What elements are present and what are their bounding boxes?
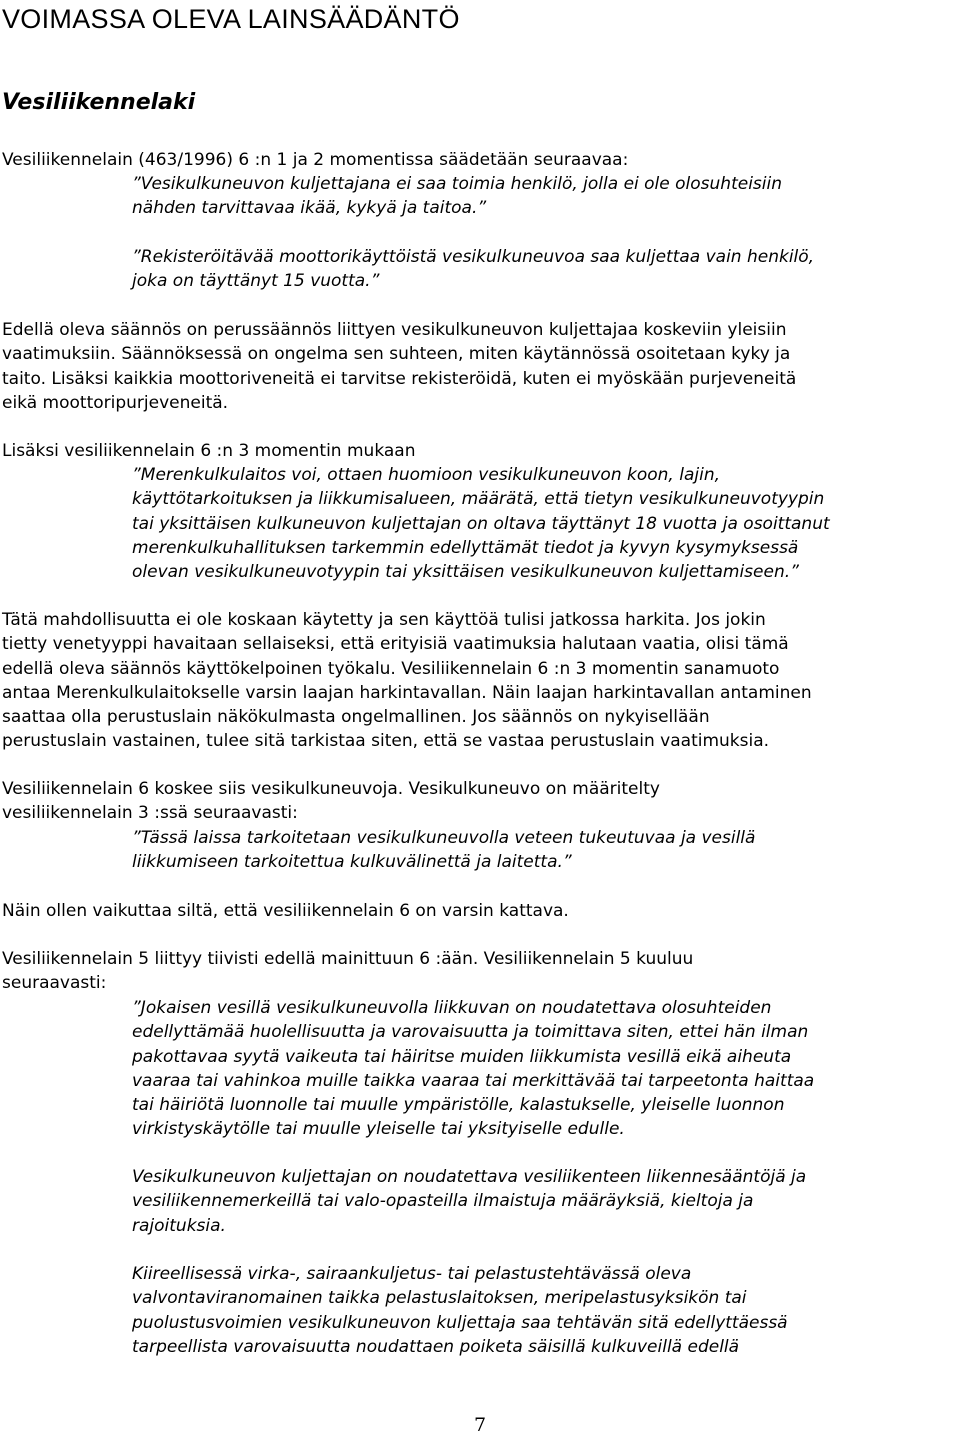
law-quote-vessel-definition bbox=[132, 826, 957, 875]
text-line: eikä moottoripurjeveneitä. bbox=[2, 392, 229, 413]
paragraph-vessel-definition bbox=[2, 777, 952, 826]
page-number: 7 bbox=[473, 1414, 487, 1436]
analysis-paragraph-basic-provision bbox=[2, 318, 952, 415]
text-line: ”Vesikulkuneuvon kuljettajana ei saa toimia henkilö, jolla ei ole olosuhteisiin bbox=[132, 174, 783, 194]
law-quote-emergency-vessels bbox=[132, 1262, 957, 1359]
text-line: Kiireellisessä virka-, sairaankuljetus- tai pelastustehtävässä oleva bbox=[132, 1264, 692, 1284]
text-line: virkistyskäytölle tai muulle yleiselle tai yksityiselle edulle. bbox=[132, 1119, 625, 1140]
text-line: Vesiliikennelain 6 koskee siis vesikulkuneuvoja. Vesikulkuneuvo on määritelty bbox=[2, 779, 660, 799]
paragraph-section-5 bbox=[2, 947, 952, 996]
text-line: seuraavasti: bbox=[2, 973, 107, 994]
paragraph-coverage bbox=[2, 899, 952, 923]
text-line: ”Merenkulkulaitos voi, ottaen huomioon vesikulkuneuvon koon, lajin, bbox=[132, 465, 721, 485]
text-line: ”Jokaisen vesillä vesikulkuneuvolla liikkuvan on noudatettava olosuhteiden bbox=[132, 998, 772, 1018]
intro-paragraph bbox=[2, 148, 952, 172]
section-heading: Vesiliikennelaki bbox=[2, 90, 196, 115]
text-line: perustuslain vastainen, tulee sitä tarkistaa siten, että se vastaa perustuslain vaatimuksia. bbox=[2, 731, 770, 752]
text-line: tietty venetyyppi havaitaan sellaiseksi, että erityisiä vaatimuksia halutaan vaatia, olisi tämä bbox=[2, 634, 789, 655]
text-line: puolustusvoimien vesikulkuneuvon kuljettaja saa tehtävän sitä edellyttäessä bbox=[132, 1312, 788, 1333]
text-line: joka on täyttänyt 15 vuotta.” bbox=[132, 271, 380, 292]
text-line: rajoituksia. bbox=[132, 1215, 226, 1236]
law-quote-age-skill bbox=[132, 172, 957, 221]
text-line: nähden tarvittavaa ikää, kykyä ja taitoa.” bbox=[132, 198, 487, 219]
text-line: tarpeellista varovaisuutta noudattaen poiketa säisillä kulkuveillä edellä bbox=[132, 1336, 740, 1357]
page-title: VOIMASSA OLEVA LAINSÄÄDÄNTÖ bbox=[2, 4, 460, 34]
text-line: vesiliikennemerkeillä tai valo-opasteilla ilmaistuja määräyksiä, kieltoja ja bbox=[132, 1191, 754, 1212]
text-line: pakottavaa syytä vaikeuta tai häiritse muiden liikkumista vesillä eikä aiheuta bbox=[132, 1046, 792, 1067]
text-line: taito. Lisäksi kaikkia moottoriveneitä ei tarvitse rekisteröidä, kuten ei myöskään purjeveneitä bbox=[2, 368, 797, 389]
text-line: Vesiliikennelain 5 liittyy tiivisti edellä mainittuun 6 :ään. Vesiliikennelain 5 kuuluu bbox=[2, 949, 694, 969]
law-quote-maritime-administration bbox=[132, 463, 957, 584]
text-line: edellä oleva säännös käyttökelpoinen työkalu. Vesiliikennelain 6 :n 3 momentin sanamuoto bbox=[2, 658, 780, 679]
text-line: valvontaviranomainen taikka pelastuslaitoksen, meripelastusyksikön tai bbox=[132, 1288, 747, 1309]
text-line: ”Tässä laissa tarkoitetaan vesikulkuneuvolla veteen tukeutuvaa ja vesillä bbox=[132, 828, 756, 848]
text-line: Näin ollen vaikuttaa siltä, että vesiliikennelain 6 on varsin kattava. bbox=[2, 901, 569, 921]
text-line: liikkumiseen tarkoitettua kulkuvälinettä ja laitetta.” bbox=[132, 852, 572, 873]
text-line: Edellä oleva säännös on perussäännös liittyen vesikulkuneuvon kuljettajaa koskeviin yleisiin bbox=[2, 320, 787, 340]
law-quote-registered-vessel bbox=[132, 245, 957, 294]
text-line: vesiliikennelain 3 :ssä seuraavasti: bbox=[2, 803, 298, 824]
text-line: Vesikulkuneuvon kuljettajan on noudatettava vesiliikenteen liikennesääntöjä ja bbox=[132, 1167, 807, 1187]
text-line: tai yksittäisen kulkuneuvon kuljettajan on oltava täyttänyt 18 vuotta ja osoittanut bbox=[132, 513, 830, 534]
text-line: olevan vesikulkuneuvotyypin tai yksittäisen vesikulkuneuvon kuljettamiseen.” bbox=[132, 562, 799, 583]
text-line: vaatimuksiin. Säännöksessä on ongelma sen suhteen, miten käytännössä osoitetaan kyky ja bbox=[2, 344, 791, 365]
analysis-paragraph-discretion bbox=[2, 608, 952, 754]
text-line: käyttötarkoituksen ja liikkumisalueen, määrätä, että tietyn vesikulkuneuvotyypin bbox=[132, 489, 825, 510]
text-line: tai häiriötä luonnolle tai muulle ympäristölle, kalastukselle, yleiselle luonnon bbox=[132, 1095, 785, 1116]
text-line: edellyttämää huolellisuutta ja varovaisuutta ja toimittava siten, ettei hän ilman bbox=[132, 1022, 809, 1043]
text-line: antaa Merenkulkulaitokselle varsin laajan harkintavallan. Näin laajan harkintavallan antaminen bbox=[2, 682, 812, 703]
text-line: ”Rekisteröitävää moottorikäyttöistä vesikulkuneuvoa saa kuljettaa vain henkilö, bbox=[132, 247, 815, 267]
text-line: Vesiliikennelain (463/1996) 6 :n 1 ja 2 momentissa säädetään seuraavaa: bbox=[2, 150, 629, 170]
text-line: Tätä mahdollisuutta ei ole koskaan käytetty ja sen käyttöä tulisi jatkossa harkita. Jos jokin bbox=[2, 610, 766, 630]
paragraph-section-6-moment-3 bbox=[2, 439, 952, 463]
law-quote-due-care bbox=[132, 996, 957, 1142]
law-quote-traffic-rules bbox=[132, 1165, 957, 1238]
text-line: merenkulkuhallituksen tarkemmin edellyttämät tiedot ja kyvyn kysymyksessä bbox=[132, 537, 799, 558]
text-line: saattaa olla perustuslain näkökulmasta ongelmallinen. Jos säännös on nykyisellään bbox=[2, 707, 710, 728]
text-line: Lisäksi vesiliikennelain 6 :n 3 momentin mukaan bbox=[2, 441, 416, 461]
text-line: vaaraa tai vahinkoa muille taikka vaaraa tai merkittävää tai tarpeetonta haittaa bbox=[132, 1070, 815, 1091]
